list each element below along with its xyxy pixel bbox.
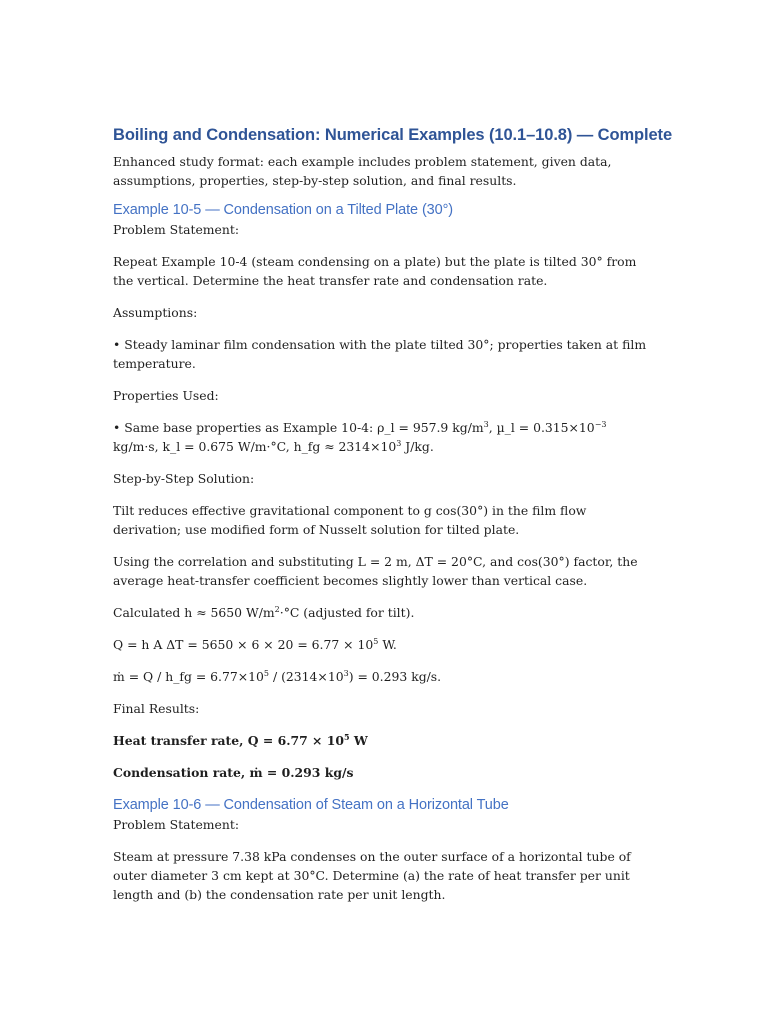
properties-text-part-a: • Same base properties as Example 10-4: ρ_l = 957.9 kg/m	[113, 420, 484, 435]
solution-step-3-sup: 2	[274, 604, 280, 614]
result-heat-transfer-rate	[113, 731, 653, 750]
properties-label: Properties Used:	[113, 388, 219, 403]
solution-step-3	[113, 603, 653, 622]
solution-step-3-part-b: ·°C (adjusted for tilt).	[279, 605, 415, 620]
solution-step-5-sup-b: 3	[343, 668, 349, 678]
solution-step-2: Using the correlation and substituting L = 2 m, ΔT = 20°C, and cos(30°) factor, the average heat-transfer coefficient becomes slightly lower than vertical case.	[113, 554, 638, 588]
example-10-6-section	[113, 795, 653, 904]
properties-sup-a: 3	[483, 419, 489, 429]
solution-step-1: Tilt reduces effective gravitational component to g cos(30°) in the film flow derivation; use modified form of Nusselt solution for tilted plate.	[113, 503, 587, 537]
assumptions-text: • Steady laminar film condensation with the plate tilted 30°; properties taken at film temperature.	[113, 337, 647, 371]
problem-statement-label: Problem Statement:	[113, 222, 240, 237]
properties-text-part-d: J/kg.	[401, 439, 434, 454]
assumptions-label: Assumptions:	[113, 305, 198, 320]
result-heat-part-a: Heat transfer rate, Q = 6.77 × 10	[113, 733, 344, 748]
properties-sup-c: 3	[396, 438, 402, 448]
solution-step-5-part-c: ) = 0.293 kg/s.	[348, 669, 442, 684]
properties-text	[113, 418, 653, 456]
solution-step-4-part-a: Q = h A ΔT = 5650 × 6 × 20 = 6.77 × 10	[113, 637, 374, 652]
solution-step-3-part-a: Calculated h ≈ 5650 W/m	[113, 605, 275, 620]
properties-sup-b: −3	[594, 419, 607, 429]
result-condensation-rate: Condensation rate, ṁ = 0.293 kg/s	[113, 765, 354, 780]
document-body	[113, 124, 673, 917]
solution-label: Step-by-Step Solution:	[113, 471, 255, 486]
solution-step-4-sup: 5	[373, 636, 379, 646]
solution-step-5	[113, 667, 653, 686]
document-title: Boiling and Condensation: Numerical Examples (10.1–10.8) — Complete	[113, 126, 673, 144]
document-intro: Enhanced study format: each example includes problem statement, given data, assumptions, properties, step-by-step solution, and final results.	[113, 154, 612, 188]
final-results-label: Final Results:	[113, 701, 200, 716]
problem-statement-text: Steam at pressure 7.38 kPa condenses on the outer surface of a horizontal tube of outer diameter 3 cm kept at 30°C. Determine (a) the rate of heat transfer per unit length and (b) the condensation rate per unit length.	[113, 849, 631, 902]
solution-step-5-part-b: / (2314×10	[269, 669, 344, 684]
solution-step-5-part-a: ṁ = Q / h_fg = 6.77×10	[113, 669, 264, 684]
solution-step-4	[113, 635, 653, 654]
result-heat-part-b: W	[349, 733, 368, 748]
properties-text-part-b: , µ_l = 0.315×10	[488, 420, 595, 435]
properties-text-part-c: kg/m·s, k_l = 0.675 W/m·°C, h_fg ≈ 2314×10	[113, 439, 397, 454]
solution-step-5-sup-a: 5	[263, 668, 270, 678]
result-heat-sup: 5	[344, 731, 350, 742]
problem-statement-label: Problem Statement:	[113, 817, 240, 832]
example-10-5-section	[113, 200, 653, 782]
example-10-5-heading: Example 10-5 — Condensation on a Tilted Plate (30°)	[113, 202, 454, 218]
solution-step-4-part-b: W.	[378, 637, 397, 652]
problem-statement-text: Repeat Example 10-4 (steam condensing on a plate) but the plate is tilted 30° from the vertical. Determine the heat transfer rate and condensation rate.	[113, 254, 637, 288]
example-10-6-heading: Example 10-6 — Condensation of Steam on a Horizontal Tube	[113, 797, 509, 813]
